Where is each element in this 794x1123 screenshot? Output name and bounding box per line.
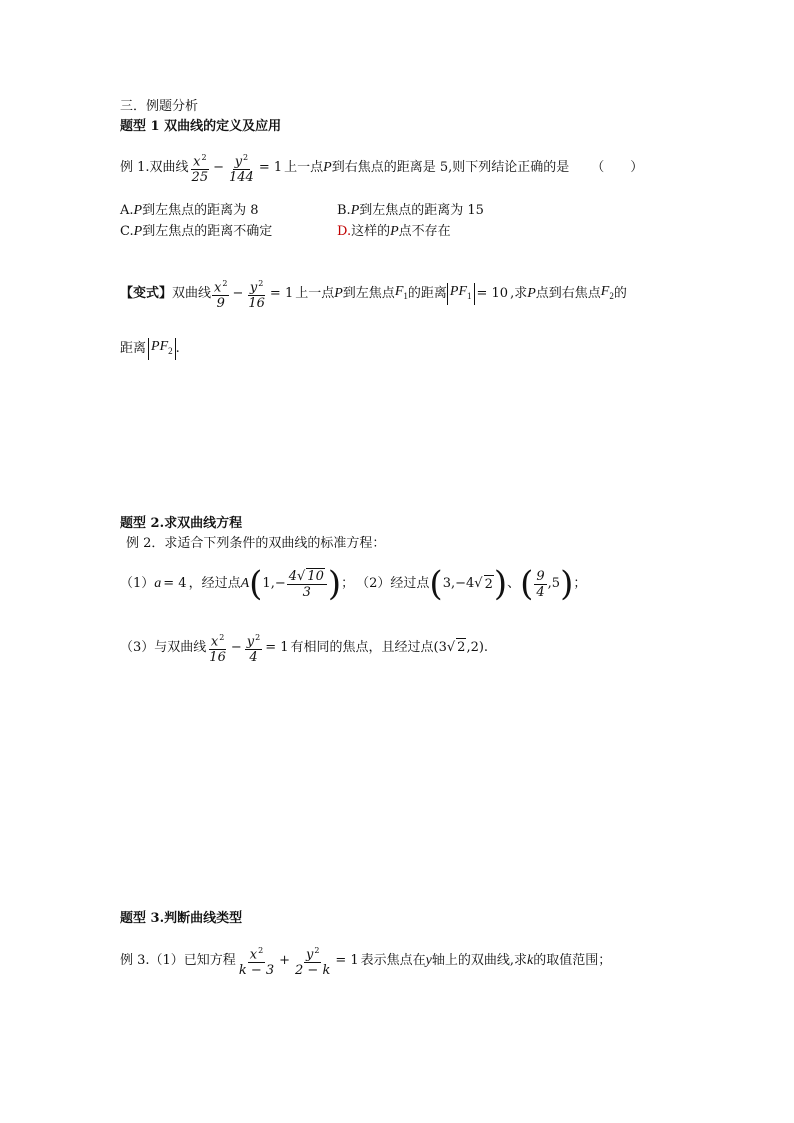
example2-part1-2: （1） a = 4 ，经过点 A ( 1,− $\frac{4√ 10}{3}$ ) ； （2） 经过点 ( 3,−4 √ 2 ) 、 ( $\frac{9}{4}$ ,5 ) ； [120, 564, 587, 604]
choice-d: D.这样的P点不存在 [337, 224, 451, 239]
fraction: $\frac{y^2}{2 - k}$ [293, 943, 332, 978]
type1-heading: 题型 1 双曲线的定义及应用 [120, 119, 282, 134]
fraction: $\frac{y^2}{16}$ [246, 276, 267, 311]
fraction: $\frac{x^2}{k - 3}$ [237, 943, 276, 978]
example2-intro: 例 2．求适合下列条件的双曲线的标准方程： [126, 536, 386, 551]
fraction: $\frac{y^2}{144}$ [227, 150, 256, 185]
example1-line: 例 1.双曲线 $\frac{x^2}{25}$ − $\frac{y^2}{144}$ = 1 上一点 P 到右焦点的距离是 5,则下列结论正确的是 （ ） [120, 150, 643, 185]
choice-b: B.P到左焦点的距离为 15 [337, 203, 484, 218]
choice-a: A.P到左焦点的距离为 8 [120, 203, 259, 218]
answer-blank: （ ） [591, 159, 644, 175]
fraction: $\frac{9}{4}$ [536, 568, 545, 600]
variant-line-2: 距离 $PF_2$ . [120, 338, 180, 360]
variant-line: 【变式】 双曲线 $\frac{x^2}{9}$ − $\frac{y^2}{16}$ = 1 上一点 P 到左焦点 $F_1$ 的距离 $PF_1$ = 10 ,求 P 点到右焦点 $F_2$ 的 [120, 276, 627, 311]
example2-part3: （3） 与双曲线 $\frac{x^2}{16}$ − $\frac{y^2}{4}$ = 1 有相同的焦点，且经过点 (3 √ 2 ,2) . [120, 630, 488, 665]
type3-heading: 题型 3.判断曲线类型 [120, 911, 243, 926]
fraction: $\frac{y^2}{4}$ [245, 630, 262, 665]
fraction: $\frac{x^2}{16}$ [207, 630, 228, 665]
type2-heading: 题型 2.求双曲线方程 [120, 516, 243, 531]
section-title: 三．例题分析 [120, 99, 199, 114]
fraction: $\frac{4√ 10}{3}$ [287, 568, 327, 600]
choice-c: C.P到左焦点的距离不确定 [120, 224, 273, 239]
variant-label: 【变式】 [120, 285, 173, 301]
fraction: $\frac{x^2}{9}$ [212, 276, 229, 311]
ex1-prefix: 例 1.双曲线 [120, 159, 189, 175]
fraction: $\frac{x^2}{25}$ [190, 150, 211, 185]
example3-line: 例 3.（1）已知方程 $\frac{x^2}{k - 3}$ + $\frac{y^2}{2 - k}$ = 1 表示焦点在 y 轴上的双曲线,求 k 的取值范围； [120, 943, 611, 978]
